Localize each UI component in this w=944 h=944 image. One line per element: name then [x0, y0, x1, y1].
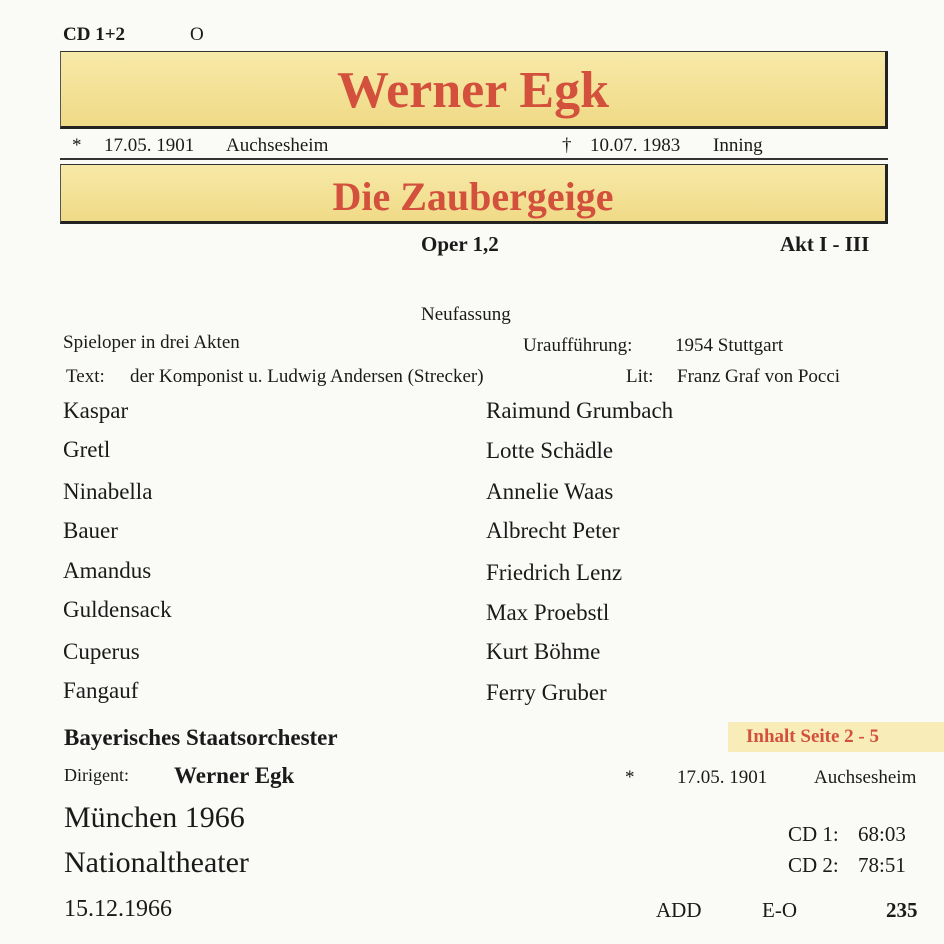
cast-singer: Annelie Waas [486, 479, 614, 504]
cast-role: Guldensack [63, 597, 172, 622]
page-number: 235 [886, 898, 918, 922]
conductor-birth-symbol: * [625, 767, 635, 788]
cast-singer: Kurt Böhme [486, 639, 601, 664]
cast-role: Amandus [63, 558, 152, 583]
text-value: der Komponist u. Ludwig Andersen (Strecker) [130, 366, 484, 387]
cast-singer: Max Proebstl [486, 600, 610, 625]
duration-label: CD 1: [788, 822, 839, 846]
cast-role: Bauer [63, 518, 118, 543]
premiere-value: 1954 Stuttgart [675, 335, 784, 356]
contents-badge: Inhalt Seite 2 - 5 [728, 722, 944, 752]
composer-birth-symbol: * [72, 135, 82, 156]
divider-line [60, 158, 888, 160]
duration-label: CD 2: [788, 853, 839, 877]
code-label: E-O [762, 898, 797, 922]
genre: Spieloper in drei Akten [63, 332, 240, 353]
composer-banner [60, 51, 888, 129]
acts: Akt I - III [780, 232, 870, 256]
marker: O [190, 24, 204, 45]
conductor-label: Dirigent: [64, 765, 129, 785]
cast-singer: Ferry Gruber [486, 680, 607, 705]
premiere-label: Uraufführung: [523, 335, 633, 356]
conductor-birth-date: 17.05. 1901 [677, 767, 768, 788]
cast-singer: Raimund Grumbach [486, 398, 674, 423]
bleed-through-texture [60, 180, 880, 740]
cast-role: Fangauf [63, 678, 139, 703]
title-banner [60, 164, 888, 224]
composer-name: Werner Egk [336, 62, 610, 119]
orchestra: Bayerisches Staatsorchester [64, 725, 338, 750]
recording-venue: Nationaltheater [64, 846, 249, 879]
composer-birth-date: 17.05. 1901 [104, 135, 195, 156]
composer-death-place: Inning [713, 135, 763, 156]
composer-birth-place: Auchsesheim [226, 135, 329, 156]
cast-singer: Friedrich Lenz [486, 560, 623, 585]
text-label: Text: [66, 366, 105, 387]
work-title: Die Zaubergeige [332, 174, 614, 219]
recording-date: 15.12.1966 [64, 896, 172, 922]
opus-number: Oper 1,2 [421, 232, 499, 256]
composer-death-date: 10.07. 1983 [590, 135, 681, 156]
conductor-name: Werner Egk [174, 763, 295, 788]
duration-time: 68:03 [858, 822, 906, 846]
composer-death-symbol: † [562, 135, 572, 156]
cast-singer: Lotte Schädle [486, 438, 614, 463]
format-label: ADD [656, 898, 702, 922]
cast-role: Kaspar [63, 398, 129, 423]
cast-singer: Albrecht Peter [486, 518, 620, 543]
cast-role: Gretl [63, 437, 111, 462]
cast-role: Ninabella [63, 479, 153, 504]
version: Neufassung [421, 304, 511, 325]
lit-value: Franz Graf von Pocci [677, 366, 841, 387]
cast-role: Cuperus [63, 639, 140, 664]
recording-city-year: München 1966 [64, 801, 245, 834]
lit-label: Lit: [626, 366, 654, 387]
duration-time: 78:51 [858, 853, 906, 877]
conductor-birth-place: Auchsesheim [814, 767, 917, 788]
cd-label: CD 1+2 [63, 24, 126, 45]
